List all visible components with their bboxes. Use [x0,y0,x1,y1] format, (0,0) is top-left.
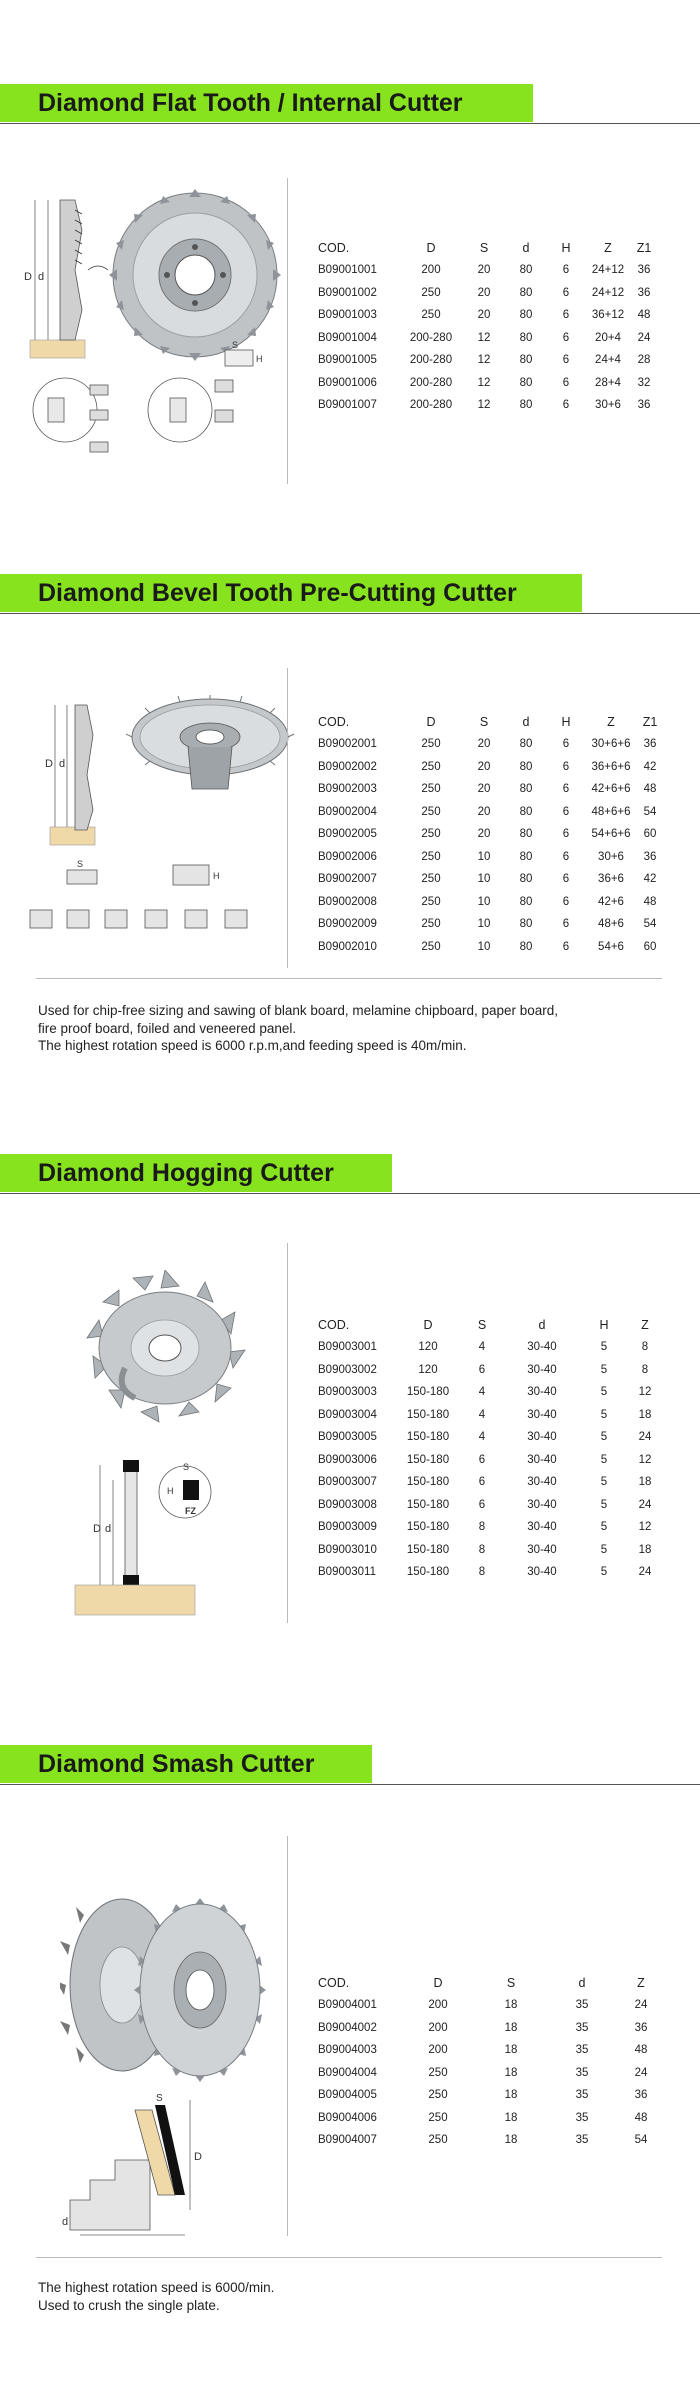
cell: 150-180 [406,1476,450,1489]
cell: 250 [421,895,441,908]
cell: 80 [519,828,533,841]
cell: 20 [477,264,491,277]
cell: B09003001 [318,1341,377,1354]
cell: 30-40 [527,1341,557,1354]
cell: 42 [643,760,657,773]
cell: 5 [600,1566,608,1579]
cell: 10 [477,940,491,953]
cell: 250 [421,918,441,931]
cell: B09001007 [318,399,377,412]
table-row [318,2107,664,2130]
cell: 48+6 [598,918,624,931]
cell: 20 [477,738,491,751]
spec-table [318,1971,664,2152]
diagram-label-d: d [59,758,66,770]
cell: 6 [562,264,570,277]
diagram-label-S: S [156,2093,163,2104]
cell: 5 [600,1431,608,1444]
cell: 200 [421,264,441,277]
cell: 250 [421,783,441,796]
cell: 80 [519,354,533,367]
cell: 30-40 [527,1431,557,1444]
column-header: S [479,714,489,729]
cell: B09002008 [318,895,377,908]
column-header: d [578,1975,586,1990]
cell: B09004001 [318,1999,377,2012]
cell: B09003002 [318,1363,377,1376]
cell: 30-40 [527,1543,557,1556]
cell: 80 [519,760,533,773]
cell: 6 [562,760,570,773]
cell: B09002005 [318,828,377,841]
cell: 150-180 [406,1386,450,1399]
column-header: COD. [318,1975,350,1990]
cell: 18 [504,2134,518,2147]
cell: 36 [637,399,651,412]
cell: 80 [519,399,533,412]
cell: 28+4 [595,376,621,389]
cell: 18 [638,1408,652,1421]
cell: 150-180 [406,1521,450,1534]
cell: 6 [562,828,570,841]
cell: 30-40 [527,1476,557,1489]
column-header: S [506,1975,516,1990]
cell: B09003003 [318,1386,377,1399]
cell: 10 [477,895,491,908]
cell: 30-40 [527,1566,557,1579]
cell: B09001004 [318,331,377,344]
cell: 120 [418,1341,438,1354]
cell: 200-280 [409,399,453,412]
column-header: H [599,1317,609,1332]
column-header: D [426,714,436,729]
cell: B09003009 [318,1521,377,1534]
diagram-label-H: H [167,1486,174,1496]
cell: 250 [421,309,441,322]
cell: 20 [477,805,491,818]
cell: 6 [562,309,570,322]
cell: 36+6 [598,873,624,886]
cell: 24 [634,1999,648,2012]
diagram-label-D: D [93,1523,101,1535]
cell: 24+12 [591,286,625,299]
cell: 120 [418,1363,438,1376]
cell: 5 [600,1408,608,1421]
cell: 200 [428,2021,448,2034]
cell: B09001006 [318,376,377,389]
note-line: The highest rotation speed is 6000 r.p.m,and feeding speed is 40m/min. [38,1038,467,1053]
column-header: Z [607,714,615,729]
cell: 250 [428,2134,448,2147]
column-divider [287,1836,288,2236]
table-row [318,2017,664,2040]
cell: 48 [643,895,657,908]
section-title: Diamond Smash Cutter [38,1750,315,1778]
column-header: d [522,240,530,255]
column-header: d [538,1317,546,1332]
cell: 4 [478,1386,486,1399]
column-header: D [423,1317,433,1332]
cell: B09002003 [318,783,377,796]
cell: 6 [562,850,570,863]
cell: 6 [562,783,570,796]
cell: 6 [562,940,570,953]
cell: 24 [638,1431,652,1444]
cell: 80 [519,895,533,908]
note-line: Used for chip-free sizing and sawing of blank board, melamine chipboard, paper board, [38,1003,559,1018]
cell: 18 [638,1476,652,1489]
product-illustration [60,1895,290,2255]
diagram-label-FZ: FZ [185,1506,196,1516]
cell: 60 [643,940,657,953]
cell: B09003004 [318,1408,377,1421]
note-line: Used to crush the single plate. [38,2297,220,2313]
cell: 250 [421,940,441,953]
title-rule [0,1784,700,1785]
cell: 10 [477,850,491,863]
cell: B09004005 [318,2089,377,2102]
cell: 80 [519,873,533,886]
cell: 4 [478,1408,486,1421]
cell: 18 [504,2066,518,2079]
cell: 250 [428,2089,448,2102]
cell: B09002010 [318,940,377,953]
cell: B09001003 [318,309,377,322]
column-header: H [561,714,571,729]
cell: 12 [638,1386,652,1399]
cell: 80 [519,331,533,344]
cell: 80 [519,376,533,389]
cell: 5 [600,1476,608,1489]
cell: 35 [575,2134,589,2147]
cell: 24+12 [591,264,625,277]
cell: B09003006 [318,1453,377,1466]
cell: 150-180 [406,1431,450,1444]
cell: 20 [477,828,491,841]
cell: 30-40 [527,1453,557,1466]
cell: B09003008 [318,1498,377,1511]
cell: 80 [519,309,533,322]
diagram-label-D: D [45,758,53,770]
column-header: COD. [318,1317,350,1332]
cell: 36 [643,738,657,751]
cell: 20 [477,783,491,796]
cell: B09002009 [318,918,377,931]
column-header: Z [641,1317,649,1332]
cell: 42 [643,873,657,886]
cell: 80 [519,940,533,953]
cell: 8 [478,1521,486,1534]
cell: 12 [477,376,491,389]
cell: 36+6+6 [591,760,631,773]
cell: 35 [575,2089,589,2102]
cell: B09004004 [318,2066,377,2079]
cell: 200 [428,2044,448,2057]
column-header: COD. [318,240,350,255]
diagram-label-d: d [38,271,45,283]
product-note [38,2279,274,2314]
section-title: Diamond Flat Tooth / Internal Cutter [38,89,463,117]
cell: 4 [478,1431,486,1444]
cell: 18 [504,2111,518,2124]
column-header: Z1 [642,714,658,729]
cell: 5 [600,1386,608,1399]
cell: 8 [478,1566,486,1579]
cell: 80 [519,738,533,751]
cell: B09003007 [318,1476,377,1489]
cell: 80 [519,783,533,796]
cell: 80 [519,264,533,277]
cell: 10 [477,873,491,886]
cell: B09002007 [318,873,377,886]
table-row [318,1994,664,2017]
cell: 5 [600,1521,608,1534]
cell: B09003005 [318,1431,377,1444]
section-title: Diamond Hogging Cutter [38,1159,334,1187]
cell: B09002004 [318,805,377,818]
cell: 20 [477,309,491,322]
cell: 35 [575,2111,589,2124]
column-header: Z1 [636,240,652,255]
cell: 60 [643,828,657,841]
cell: 12 [638,1521,652,1534]
cell: 5 [600,1543,608,1556]
cell: 6 [562,376,570,389]
cell: 6 [562,873,570,886]
table-header-row [318,1971,664,1994]
cell: 32 [637,376,651,389]
cell: 28 [637,354,651,367]
cell: 30+6 [595,399,621,412]
cell: 36 [637,264,651,277]
cell: 54 [634,2134,648,2147]
cell: 48 [634,2111,648,2124]
cell: 30-40 [527,1498,557,1511]
cell: 6 [562,331,570,344]
cell: B09001005 [318,354,377,367]
cell: 10 [477,918,491,931]
cell: 6 [562,918,570,931]
cell: 200-280 [409,331,453,344]
cell: 250 [421,828,441,841]
diagram-label-D: D [24,271,32,283]
cell: 54 [643,918,657,931]
diagram-label-S: S [183,1462,190,1472]
column-header: D [426,240,436,255]
diagram-label-H: H [213,871,220,881]
cell: 54+6 [598,940,624,953]
cell: 48 [637,309,651,322]
cell: 8 [478,1543,486,1556]
cell: 5 [600,1498,608,1511]
cell: 35 [575,2066,589,2079]
cell: 250 [428,2066,448,2079]
cell: 6 [562,805,570,818]
diagram-label-S: S [232,340,239,350]
cell: 80 [519,286,533,299]
cell: 80 [519,805,533,818]
cell: 6 [478,1498,486,1511]
cell: B09002002 [318,760,377,773]
cell: 200-280 [409,376,453,389]
cell: 150-180 [406,1498,450,1511]
cell: 150-180 [406,1408,450,1421]
cell: B09002001 [318,738,377,751]
cell: B09004006 [318,2111,377,2124]
cell: B09001002 [318,286,377,299]
cell: 35 [575,2044,589,2057]
cell: 6 [562,895,570,908]
cell: 250 [421,873,441,886]
cell: 36 [634,2089,648,2102]
cell: 18 [504,2044,518,2057]
cell: B09004007 [318,2134,377,2147]
cell: 80 [519,918,533,931]
cell: 250 [421,286,441,299]
cell: 12 [477,354,491,367]
cell: 18 [504,1999,518,2012]
cell: 250 [421,850,441,863]
cell: 250 [421,760,441,773]
cell: 5 [600,1341,608,1354]
column-header: d [522,714,530,729]
column-header: Z [637,1975,645,1990]
cell: 200-280 [409,354,453,367]
cell: 24 [638,1498,652,1511]
cell: 12 [638,1453,652,1466]
cell: 36 [634,2021,648,2034]
cell: 30+6+6 [591,738,631,751]
cell: 48 [634,2044,648,2057]
cell: 24+4 [595,354,621,367]
cell: 54+6+6 [591,828,631,841]
cell: 5 [600,1363,608,1376]
cell: 54 [643,805,657,818]
cell: 18 [638,1543,652,1556]
cell: 6 [562,354,570,367]
cell: B09004003 [318,2044,377,2057]
cell: 48+6+6 [591,805,631,818]
cell: 150-180 [406,1543,450,1556]
cell: 6 [478,1363,486,1376]
cell: 250 [428,2111,448,2124]
cell: 6 [478,1476,486,1489]
cell: 36+12 [591,309,625,322]
note-line: fire proof board, foiled and veneered panel. [38,1020,297,1036]
column-header: S [479,240,489,255]
column-header: COD. [318,714,350,729]
diagram-label-H: H [256,354,263,364]
cell: 36 [643,850,657,863]
cell: 200 [428,1999,448,2012]
cell: B09004002 [318,2021,377,2034]
cell: 8 [641,1363,649,1376]
cell: 20 [477,760,491,773]
cell: 35 [575,2021,589,2034]
cell: 48 [643,783,657,796]
cell: 6 [478,1453,486,1466]
cell: 30-40 [527,1408,557,1421]
cell: 12 [477,331,491,344]
diagram-label-S: S [77,859,84,869]
cell: 150-180 [406,1453,450,1466]
cell: 4 [478,1341,486,1354]
section-title: Diamond Bevel Tooth Pre-Cutting Cutter [38,579,517,607]
cell: 24 [634,2066,648,2079]
column-header: Z [604,240,612,255]
cell: 5 [600,1453,608,1466]
cell: B09003011 [318,1566,376,1579]
cell: 6 [562,399,570,412]
diagram-label-d: d [62,2216,69,2228]
column-header: D [433,1975,443,1990]
cell: 24 [637,331,651,344]
cell: 18 [504,2089,518,2102]
column-header: S [477,1317,487,1332]
cell: 36 [637,286,651,299]
table-row [318,2039,664,2062]
cell: 24 [638,1566,652,1579]
cell: 250 [421,805,441,818]
table-row [318,2129,664,2152]
cell: 6 [562,286,570,299]
cell: 18 [504,2021,518,2034]
cell: 6 [562,738,570,751]
cell: 30+6 [598,850,624,863]
cell: B09001001 [318,264,377,277]
table-row [318,2062,664,2085]
cell: B09002006 [318,850,377,863]
cell: 30-40 [527,1521,557,1534]
cell: 12 [477,399,491,412]
cell: 42+6 [598,895,624,908]
cell: 150-180 [406,1566,450,1579]
note-line: The highest rotation speed is 6000/min. [38,2280,275,2295]
cell: 8 [641,1341,649,1354]
cell: 80 [519,850,533,863]
diagram-label-d: d [105,1523,112,1535]
table-row [318,2084,664,2107]
cell: 20+4 [595,331,621,344]
cell: 42+6+6 [591,783,631,796]
cell: 250 [421,738,441,751]
cell: 30-40 [527,1386,557,1399]
cell: B09003010 [318,1543,377,1556]
divider [36,2257,662,2258]
column-header: H [561,240,571,255]
cell: 30-40 [527,1363,557,1376]
cell: 20 [477,286,491,299]
diagram-label-D: D [194,2151,202,2163]
cell: 35 [575,1999,589,2012]
